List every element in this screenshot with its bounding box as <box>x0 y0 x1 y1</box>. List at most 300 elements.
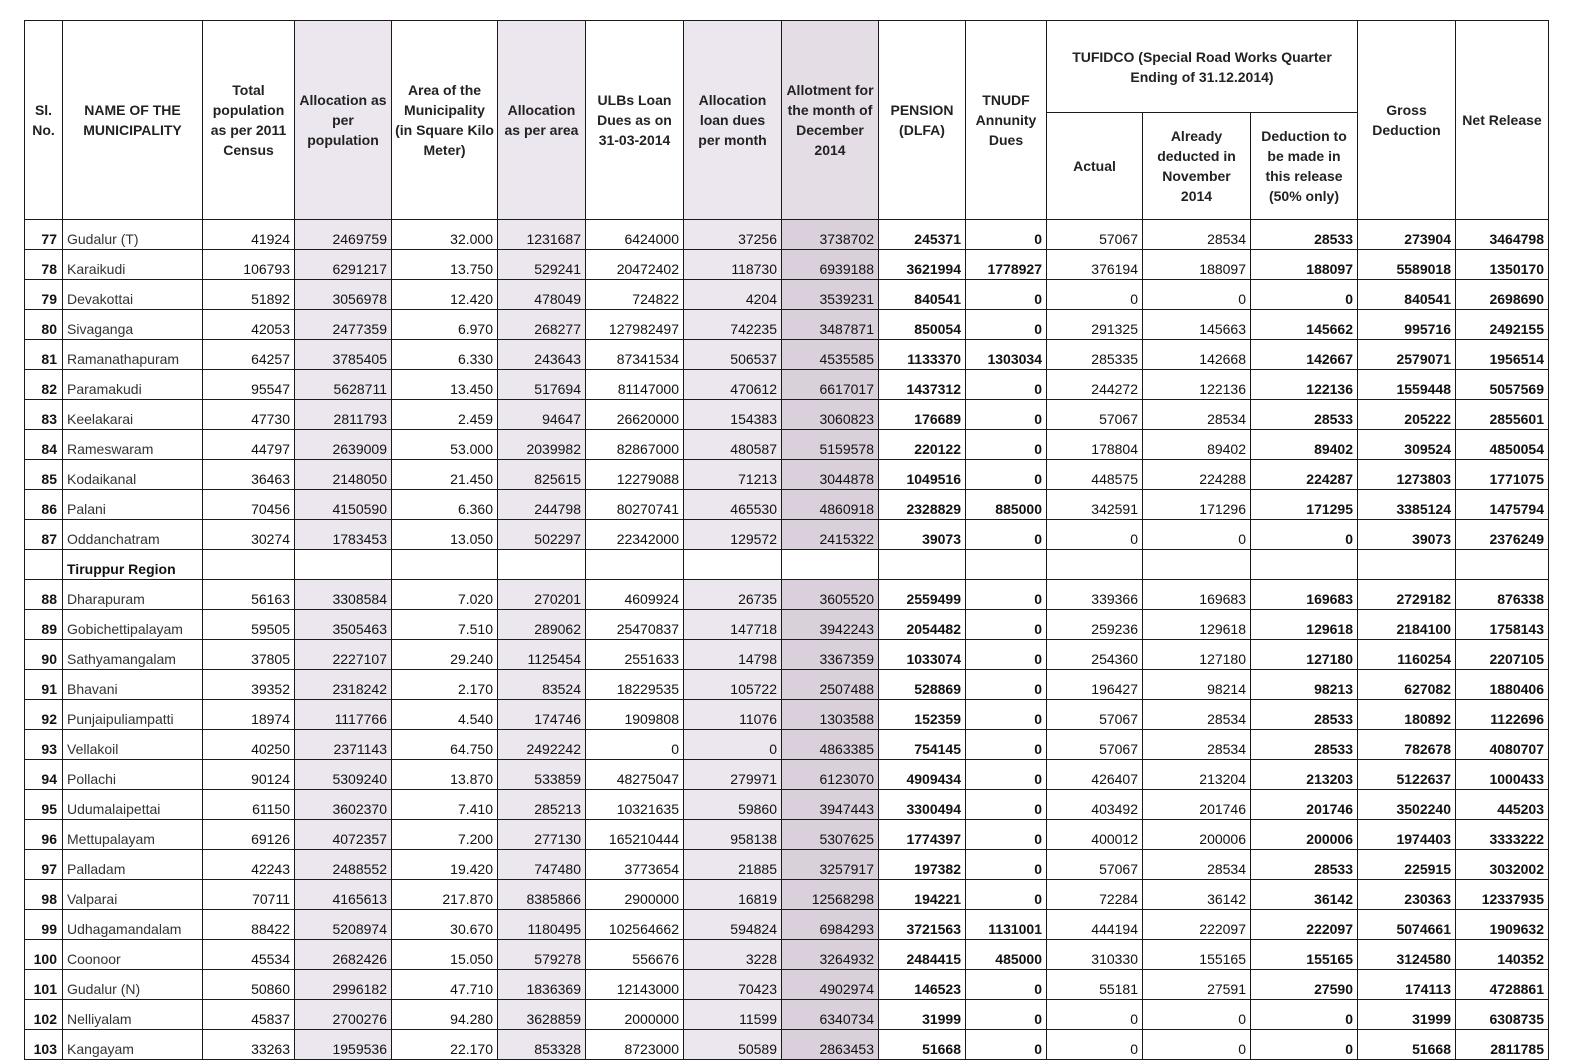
cell-ulb-loan-dues: 12143000 <box>586 970 684 1000</box>
cell-sl-no: 102 <box>25 1000 63 1030</box>
cell-population: 47730 <box>203 400 295 430</box>
table-row <box>25 940 1549 970</box>
cell-pension: 1774397 <box>879 820 966 850</box>
cell-sl-no: 98 <box>25 880 63 910</box>
cell-tnudf: 0 <box>966 970 1047 1000</box>
cell-population: 56163 <box>203 580 295 610</box>
cell-allocation-population: 3505463 <box>295 610 392 640</box>
cell-tufidco-actual: 254360 <box>1047 640 1143 670</box>
cell-gross-deduction: 230363 <box>1358 880 1456 910</box>
cell-tufidco-deduction: 200006 <box>1251 820 1358 850</box>
cell-net-release: 4850054 <box>1456 430 1549 460</box>
cell-tufidco-already: 28534 <box>1143 400 1251 430</box>
cell-tnudf: 0 <box>966 370 1047 400</box>
cell-pension: 754145 <box>879 730 966 760</box>
cell-allocation-population: 3602370 <box>295 790 392 820</box>
cell-pension: 176689 <box>879 400 966 430</box>
cell-ulb-loan-dues: 102564662 <box>586 910 684 940</box>
cell-ulb-loan-dues: 8723000 <box>586 1030 684 1060</box>
cell-allocation-population: 6291217 <box>295 250 392 280</box>
header-gross-deduction: Gross Deduction <box>1358 21 1456 220</box>
cell-tnudf: 0 <box>966 790 1047 820</box>
cell-pension: 2484415 <box>879 940 966 970</box>
cell-allocation-population: 2318242 <box>295 670 392 700</box>
cell-municipality-name: Sivaganga <box>63 310 203 340</box>
cell-net-release: 1122696 <box>1456 700 1549 730</box>
cell-pension: 1033074 <box>879 640 966 670</box>
cell-municipality-name: Coonoor <box>63 940 203 970</box>
cell-gross-deduction: 1160254 <box>1358 640 1456 670</box>
cell-tufidco-already: 28534 <box>1143 850 1251 880</box>
cell-ulb-loan-dues: 2900000 <box>586 880 684 910</box>
cell-tufidco-actual: 403492 <box>1047 790 1143 820</box>
cell-pension: 152359 <box>879 700 966 730</box>
cell-sl-no: 86 <box>25 490 63 520</box>
cell-tufidco-actual: 400012 <box>1047 820 1143 850</box>
cell-allocation-loan-dues: 105722 <box>684 670 782 700</box>
cell-gross-deduction: 51668 <box>1358 1030 1456 1060</box>
cell-sl-no: 85 <box>25 460 63 490</box>
cell-tufidco-deduction: 129618 <box>1251 610 1358 640</box>
table-row <box>25 250 1549 280</box>
cell-gross-deduction: 1273803 <box>1358 460 1456 490</box>
cell-allocation-loan-dues: 594824 <box>684 910 782 940</box>
cell-tufidco-actual: 376194 <box>1047 250 1143 280</box>
header-ulb-loan-dues: ULBs Loan Dues as on 31-03-2014 <box>586 21 684 220</box>
table-row <box>25 1000 1549 1030</box>
cell-municipality-name: Bhavani <box>63 670 203 700</box>
cell-tufidco-actual: 55181 <box>1047 970 1143 1000</box>
cell-population: 69126 <box>203 820 295 850</box>
cell-municipality-name: Tiruppur Region <box>63 550 203 580</box>
cell-population: 41924 <box>203 220 295 250</box>
cell-allocation-area: 533859 <box>498 760 586 790</box>
cell-allocation-loan-dues: 14798 <box>684 640 782 670</box>
cell-tufidco-already: 0 <box>1143 520 1251 550</box>
cell-population: 40250 <box>203 730 295 760</box>
cell-allocation-area: 853328 <box>498 1030 586 1060</box>
cell-sl-no: 79 <box>25 280 63 310</box>
cell-allotment: 5159578 <box>782 430 879 460</box>
cell-tufidco-deduction: 142667 <box>1251 340 1358 370</box>
header-tufidco-group: TUFIDCO (Special Road Works Quarter Ending of 31.12.2014) <box>1047 21 1358 113</box>
cell-gross-deduction: 1559448 <box>1358 370 1456 400</box>
cell-allocation-area: 2039982 <box>498 430 586 460</box>
cell-population: 18974 <box>203 700 295 730</box>
cell-tnudf: 0 <box>966 220 1047 250</box>
cell-gross-deduction: 1974403 <box>1358 820 1456 850</box>
cell-sl-no: 87 <box>25 520 63 550</box>
cell-sl-no: 91 <box>25 670 63 700</box>
cell-tnudf: 0 <box>966 430 1047 460</box>
cell-area: 6.360 <box>392 490 498 520</box>
cell-allocation-area <box>498 550 586 580</box>
header-allotment-december: Allotment for the month of December 2014 <box>782 21 879 220</box>
cell-net-release: 6308735 <box>1456 1000 1549 1030</box>
cell-tufidco-deduction: 155165 <box>1251 940 1358 970</box>
cell-pension: 2054482 <box>879 610 966 640</box>
cell-area: 32.000 <box>392 220 498 250</box>
cell-municipality-name: Devakottai <box>63 280 203 310</box>
cell-allocation-population: 1783453 <box>295 520 392 550</box>
cell-tufidco-deduction: 127180 <box>1251 640 1358 670</box>
cell-tnudf: 885000 <box>966 490 1047 520</box>
cell-allocation-loan-dues: 37256 <box>684 220 782 250</box>
cell-tnudf: 0 <box>966 460 1047 490</box>
cell-sl-no <box>25 550 63 580</box>
cell-tufidco-actual: 244272 <box>1047 370 1143 400</box>
cell-tufidco-already: 122136 <box>1143 370 1251 400</box>
cell-allotment: 6617017 <box>782 370 879 400</box>
cell-tufidco-deduction: 98213 <box>1251 670 1358 700</box>
cell-tnudf: 0 <box>966 610 1047 640</box>
cell-allocation-area: 1836369 <box>498 970 586 1000</box>
cell-allocation-population: 1959536 <box>295 1030 392 1060</box>
cell-net-release: 3333222 <box>1456 820 1549 850</box>
allocation-sheet <box>24 20 1548 1057</box>
header-area: Area of the Municipality (in Square Kilo Meter) <box>392 21 498 220</box>
cell-municipality-name: Udhagamandalam <box>63 910 203 940</box>
cell-ulb-loan-dues: 80270741 <box>586 490 684 520</box>
cell-tufidco-actual: 259236 <box>1047 610 1143 640</box>
cell-allotment: 3605520 <box>782 580 879 610</box>
cell-population: 88422 <box>203 910 295 940</box>
cell-allocation-area: 285213 <box>498 790 586 820</box>
cell-municipality-name: Gudalur (N) <box>63 970 203 1000</box>
cell-tufidco-actual: 448575 <box>1047 460 1143 490</box>
cell-tufidco-already: 28534 <box>1143 700 1251 730</box>
cell-allocation-population: 2227107 <box>295 640 392 670</box>
cell-area: 94.280 <box>392 1000 498 1030</box>
table-row <box>25 910 1549 940</box>
cell-allocation-area: 825615 <box>498 460 586 490</box>
cell-tufidco-already: 0 <box>1143 1030 1251 1060</box>
cell-ulb-loan-dues: 0 <box>586 730 684 760</box>
cell-allotment: 3738702 <box>782 220 879 250</box>
cell-municipality-name: Punjaipuliampatti <box>63 700 203 730</box>
cell-municipality-name: Sathyamangalam <box>63 640 203 670</box>
cell-sl-no: 101 <box>25 970 63 1000</box>
cell-tufidco-already: 201746 <box>1143 790 1251 820</box>
cell-ulb-loan-dues: 724822 <box>586 280 684 310</box>
cell-allocation-population: 2477359 <box>295 310 392 340</box>
cell-allocation-area: 747480 <box>498 850 586 880</box>
table-row <box>25 610 1549 640</box>
cell-area: 6.330 <box>392 340 498 370</box>
cell-ulb-loan-dues: 12279088 <box>586 460 684 490</box>
cell-municipality-name: Gudalur (T) <box>63 220 203 250</box>
cell-tufidco-already: 36142 <box>1143 880 1251 910</box>
cell-population: 30274 <box>203 520 295 550</box>
cell-gross-deduction: 627082 <box>1358 670 1456 700</box>
cell-municipality-name: Palladam <box>63 850 203 880</box>
cell-tufidco-already: 28534 <box>1143 730 1251 760</box>
cell-gross-deduction: 180892 <box>1358 700 1456 730</box>
cell-municipality-name: Kodaikanal <box>63 460 203 490</box>
cell-tufidco-actual: 0 <box>1047 520 1143 550</box>
cell-net-release: 1350170 <box>1456 250 1549 280</box>
cell-ulb-loan-dues: 2551633 <box>586 640 684 670</box>
cell-population: 90124 <box>203 760 295 790</box>
cell-pension: 1133370 <box>879 340 966 370</box>
cell-tufidco-already: 224288 <box>1143 460 1251 490</box>
cell-pension: 840541 <box>879 280 966 310</box>
cell-allocation-loan-dues: 154383 <box>684 400 782 430</box>
cell-ulb-loan-dues: 127982497 <box>586 310 684 340</box>
cell-net-release: 4080707 <box>1456 730 1549 760</box>
cell-gross-deduction: 3124580 <box>1358 940 1456 970</box>
cell-tnudf: 0 <box>966 820 1047 850</box>
cell-net-release: 1475794 <box>1456 490 1549 520</box>
cell-municipality-name: Paramakudi <box>63 370 203 400</box>
cell-net-release <box>1456 550 1549 580</box>
cell-allocation-population <box>295 550 392 580</box>
cell-allocation-loan-dues: 506537 <box>684 340 782 370</box>
cell-population: 45837 <box>203 1000 295 1030</box>
cell-tufidco-deduction: 27590 <box>1251 970 1358 1000</box>
cell-allotment: 1303588 <box>782 700 879 730</box>
cell-tnudf: 0 <box>966 850 1047 880</box>
cell-population: 39352 <box>203 670 295 700</box>
cell-sl-no: 93 <box>25 730 63 760</box>
cell-allotment: 3942243 <box>782 610 879 640</box>
cell-area: 2.170 <box>392 670 498 700</box>
cell-area: 29.240 <box>392 640 498 670</box>
cell-gross-deduction: 840541 <box>1358 280 1456 310</box>
cell-tufidco-deduction: 28533 <box>1251 400 1358 430</box>
cell-population: 59505 <box>203 610 295 640</box>
cell-tnudf: 0 <box>966 1030 1047 1060</box>
cell-tufidco-actual: 444194 <box>1047 910 1143 940</box>
cell-area: 6.970 <box>392 310 498 340</box>
cell-tufidco-actual: 57067 <box>1047 730 1143 760</box>
cell-population: 42243 <box>203 850 295 880</box>
cell-allocation-area: 277130 <box>498 820 586 850</box>
table-row <box>25 580 1549 610</box>
cell-allocation-area: 1125454 <box>498 640 586 670</box>
cell-municipality-name: Karaikudi <box>63 250 203 280</box>
cell-population: 51892 <box>203 280 295 310</box>
cell-municipality-name: Nelliyalam <box>63 1000 203 1030</box>
cell-gross-deduction: 205222 <box>1358 400 1456 430</box>
cell-tufidco-already: 0 <box>1143 280 1251 310</box>
cell-municipality-name: Rameswaram <box>63 430 203 460</box>
cell-municipality-name: Kangayam <box>63 1030 203 1060</box>
cell-pension: 1437312 <box>879 370 966 400</box>
cell-gross-deduction: 225915 <box>1358 850 1456 880</box>
table-row <box>25 820 1549 850</box>
cell-tufidco-deduction: 0 <box>1251 1000 1358 1030</box>
cell-sl-no: 83 <box>25 400 63 430</box>
cell-area <box>392 550 498 580</box>
cell-ulb-loan-dues: 22342000 <box>586 520 684 550</box>
cell-tufidco-already: 171296 <box>1143 490 1251 520</box>
cell-tufidco-deduction <box>1251 550 1358 580</box>
header-tufidco-already-deducted: Already deducted in November 2014 <box>1143 113 1251 220</box>
cell-allotment: 2507488 <box>782 670 879 700</box>
cell-population: 36463 <box>203 460 295 490</box>
cell-tufidco-already <box>1143 550 1251 580</box>
header-municipality-name: NAME OF THE MUNICIPALITY <box>63 21 203 220</box>
cell-area: 7.510 <box>392 610 498 640</box>
header-population: Total population as per 2011 Census <box>203 21 295 220</box>
region-row <box>25 550 1549 580</box>
cell-allocation-population: 5309240 <box>295 760 392 790</box>
cell-tnudf: 1303034 <box>966 340 1047 370</box>
cell-area: 47.710 <box>392 970 498 1000</box>
cell-tufidco-already: 145663 <box>1143 310 1251 340</box>
cell-allotment: 6123070 <box>782 760 879 790</box>
cell-gross-deduction: 39073 <box>1358 520 1456 550</box>
table-row <box>25 880 1549 910</box>
cell-pension: 528869 <box>879 670 966 700</box>
cell-gross-deduction: 2579071 <box>1358 340 1456 370</box>
cell-tnudf: 0 <box>966 520 1047 550</box>
table-row <box>25 640 1549 670</box>
cell-allocation-area: 478049 <box>498 280 586 310</box>
table-row <box>25 220 1549 250</box>
cell-pension: 39073 <box>879 520 966 550</box>
cell-municipality-name: Pollachi <box>63 760 203 790</box>
cell-allocation-loan-dues: 0 <box>684 730 782 760</box>
table-row <box>25 790 1549 820</box>
cell-ulb-loan-dues: 26620000 <box>586 400 684 430</box>
cell-ulb-loan-dues: 82867000 <box>586 430 684 460</box>
cell-pension: 1049516 <box>879 460 966 490</box>
header-pension: PENSION (DLFA) <box>879 21 966 220</box>
cell-tufidco-actual: 72284 <box>1047 880 1143 910</box>
cell-municipality-name: Oddanchatram <box>63 520 203 550</box>
cell-allocation-loan-dues: 3228 <box>684 940 782 970</box>
cell-tufidco-actual: 291325 <box>1047 310 1143 340</box>
cell-allotment: 4902974 <box>782 970 879 1000</box>
cell-tufidco-actual: 57067 <box>1047 400 1143 430</box>
cell-population: 33263 <box>203 1030 295 1060</box>
cell-sl-no: 84 <box>25 430 63 460</box>
cell-net-release: 1909632 <box>1456 910 1549 940</box>
cell-allocation-area: 579278 <box>498 940 586 970</box>
cell-allotment: 3947443 <box>782 790 879 820</box>
cell-allocation-area: 1231687 <box>498 220 586 250</box>
cell-gross-deduction: 309524 <box>1358 430 1456 460</box>
cell-population: 42053 <box>203 310 295 340</box>
cell-pension: 2559499 <box>879 580 966 610</box>
cell-net-release: 2811785 <box>1456 1030 1549 1060</box>
cell-allocation-loan-dues <box>684 550 782 580</box>
cell-pension: 3721563 <box>879 910 966 940</box>
cell-tufidco-deduction: 0 <box>1251 1030 1358 1060</box>
cell-allocation-area: 94647 <box>498 400 586 430</box>
cell-tufidco-deduction: 169683 <box>1251 580 1358 610</box>
municipality-allocation-table <box>24 20 1549 1060</box>
header-tnudf: TNUDF Annunity Dues <box>966 21 1047 220</box>
cell-tufidco-already: 142668 <box>1143 340 1251 370</box>
cell-allocation-area: 502297 <box>498 520 586 550</box>
cell-net-release: 3032002 <box>1456 850 1549 880</box>
cell-tufidco-actual: 178804 <box>1047 430 1143 460</box>
cell-pension: 194221 <box>879 880 966 910</box>
cell-tufidco-already: 127180 <box>1143 640 1251 670</box>
cell-sl-no: 90 <box>25 640 63 670</box>
cell-pension: 31999 <box>879 1000 966 1030</box>
cell-pension: 51668 <box>879 1030 966 1060</box>
cell-net-release: 5057569 <box>1456 370 1549 400</box>
cell-tnudf: 1778927 <box>966 250 1047 280</box>
cell-allocation-area: 244798 <box>498 490 586 520</box>
cell-sl-no: 82 <box>25 370 63 400</box>
cell-tufidco-deduction: 122136 <box>1251 370 1358 400</box>
cell-tnudf <box>966 550 1047 580</box>
cell-ulb-loan-dues: 18229535 <box>586 670 684 700</box>
cell-tufidco-deduction: 222097 <box>1251 910 1358 940</box>
cell-allocation-population: 2148050 <box>295 460 392 490</box>
cell-tnudf: 0 <box>966 400 1047 430</box>
cell-allocation-loan-dues: 50589 <box>684 1030 782 1060</box>
cell-sl-no: 78 <box>25 250 63 280</box>
cell-net-release: 140352 <box>1456 940 1549 970</box>
cell-tufidco-already: 213204 <box>1143 760 1251 790</box>
cell-tufidco-already: 28534 <box>1143 220 1251 250</box>
cell-allocation-population: 2811793 <box>295 400 392 430</box>
table-row <box>25 490 1549 520</box>
cell-gross-deduction: 5122637 <box>1358 760 1456 790</box>
cell-allocation-area: 1180495 <box>498 910 586 940</box>
cell-allocation-area: 2492242 <box>498 730 586 760</box>
cell-municipality-name: Palani <box>63 490 203 520</box>
cell-tufidco-actual: 57067 <box>1047 700 1143 730</box>
table-row <box>25 400 1549 430</box>
cell-allocation-loan-dues: 118730 <box>684 250 782 280</box>
cell-tufidco-already: 222097 <box>1143 910 1251 940</box>
cell-sl-no: 96 <box>25 820 63 850</box>
cell-sl-no: 95 <box>25 790 63 820</box>
cell-gross-deduction: 174113 <box>1358 970 1456 1000</box>
table-row <box>25 970 1549 1000</box>
cell-municipality-name: Udumalaipettai <box>63 790 203 820</box>
cell-ulb-loan-dues: 2000000 <box>586 1000 684 1030</box>
cell-municipality-name: Valparai <box>63 880 203 910</box>
cell-allocation-area: 3628859 <box>498 1000 586 1030</box>
table-row <box>25 850 1549 880</box>
cell-gross-deduction <box>1358 550 1456 580</box>
cell-tufidco-actual: 57067 <box>1047 220 1143 250</box>
cell-allotment: 3257917 <box>782 850 879 880</box>
cell-allocation-population: 2996182 <box>295 970 392 1000</box>
cell-tufidco-deduction: 213203 <box>1251 760 1358 790</box>
cell-allocation-population: 2700276 <box>295 1000 392 1030</box>
cell-gross-deduction: 2184100 <box>1358 610 1456 640</box>
cell-tufidco-deduction: 28533 <box>1251 700 1358 730</box>
cell-allotment: 4860918 <box>782 490 879 520</box>
cell-area: 13.750 <box>392 250 498 280</box>
header-net-release: Net Release <box>1456 21 1549 220</box>
cell-tufidco-already: 155165 <box>1143 940 1251 970</box>
cell-allotment: 12568298 <box>782 880 879 910</box>
cell-allocation-loan-dues: 21885 <box>684 850 782 880</box>
cell-municipality-name: Ramanathapuram <box>63 340 203 370</box>
cell-allocation-loan-dues: 70423 <box>684 970 782 1000</box>
table-row <box>25 280 1549 310</box>
cell-ulb-loan-dues: 6424000 <box>586 220 684 250</box>
cell-tnudf: 0 <box>966 760 1047 790</box>
cell-net-release: 1000433 <box>1456 760 1549 790</box>
cell-allocation-area: 270201 <box>498 580 586 610</box>
table-row <box>25 1030 1549 1060</box>
cell-area: 13.050 <box>392 520 498 550</box>
cell-ulb-loan-dues: 165210444 <box>586 820 684 850</box>
cell-allocation-population: 1117766 <box>295 700 392 730</box>
cell-tufidco-actual: 196427 <box>1047 670 1143 700</box>
